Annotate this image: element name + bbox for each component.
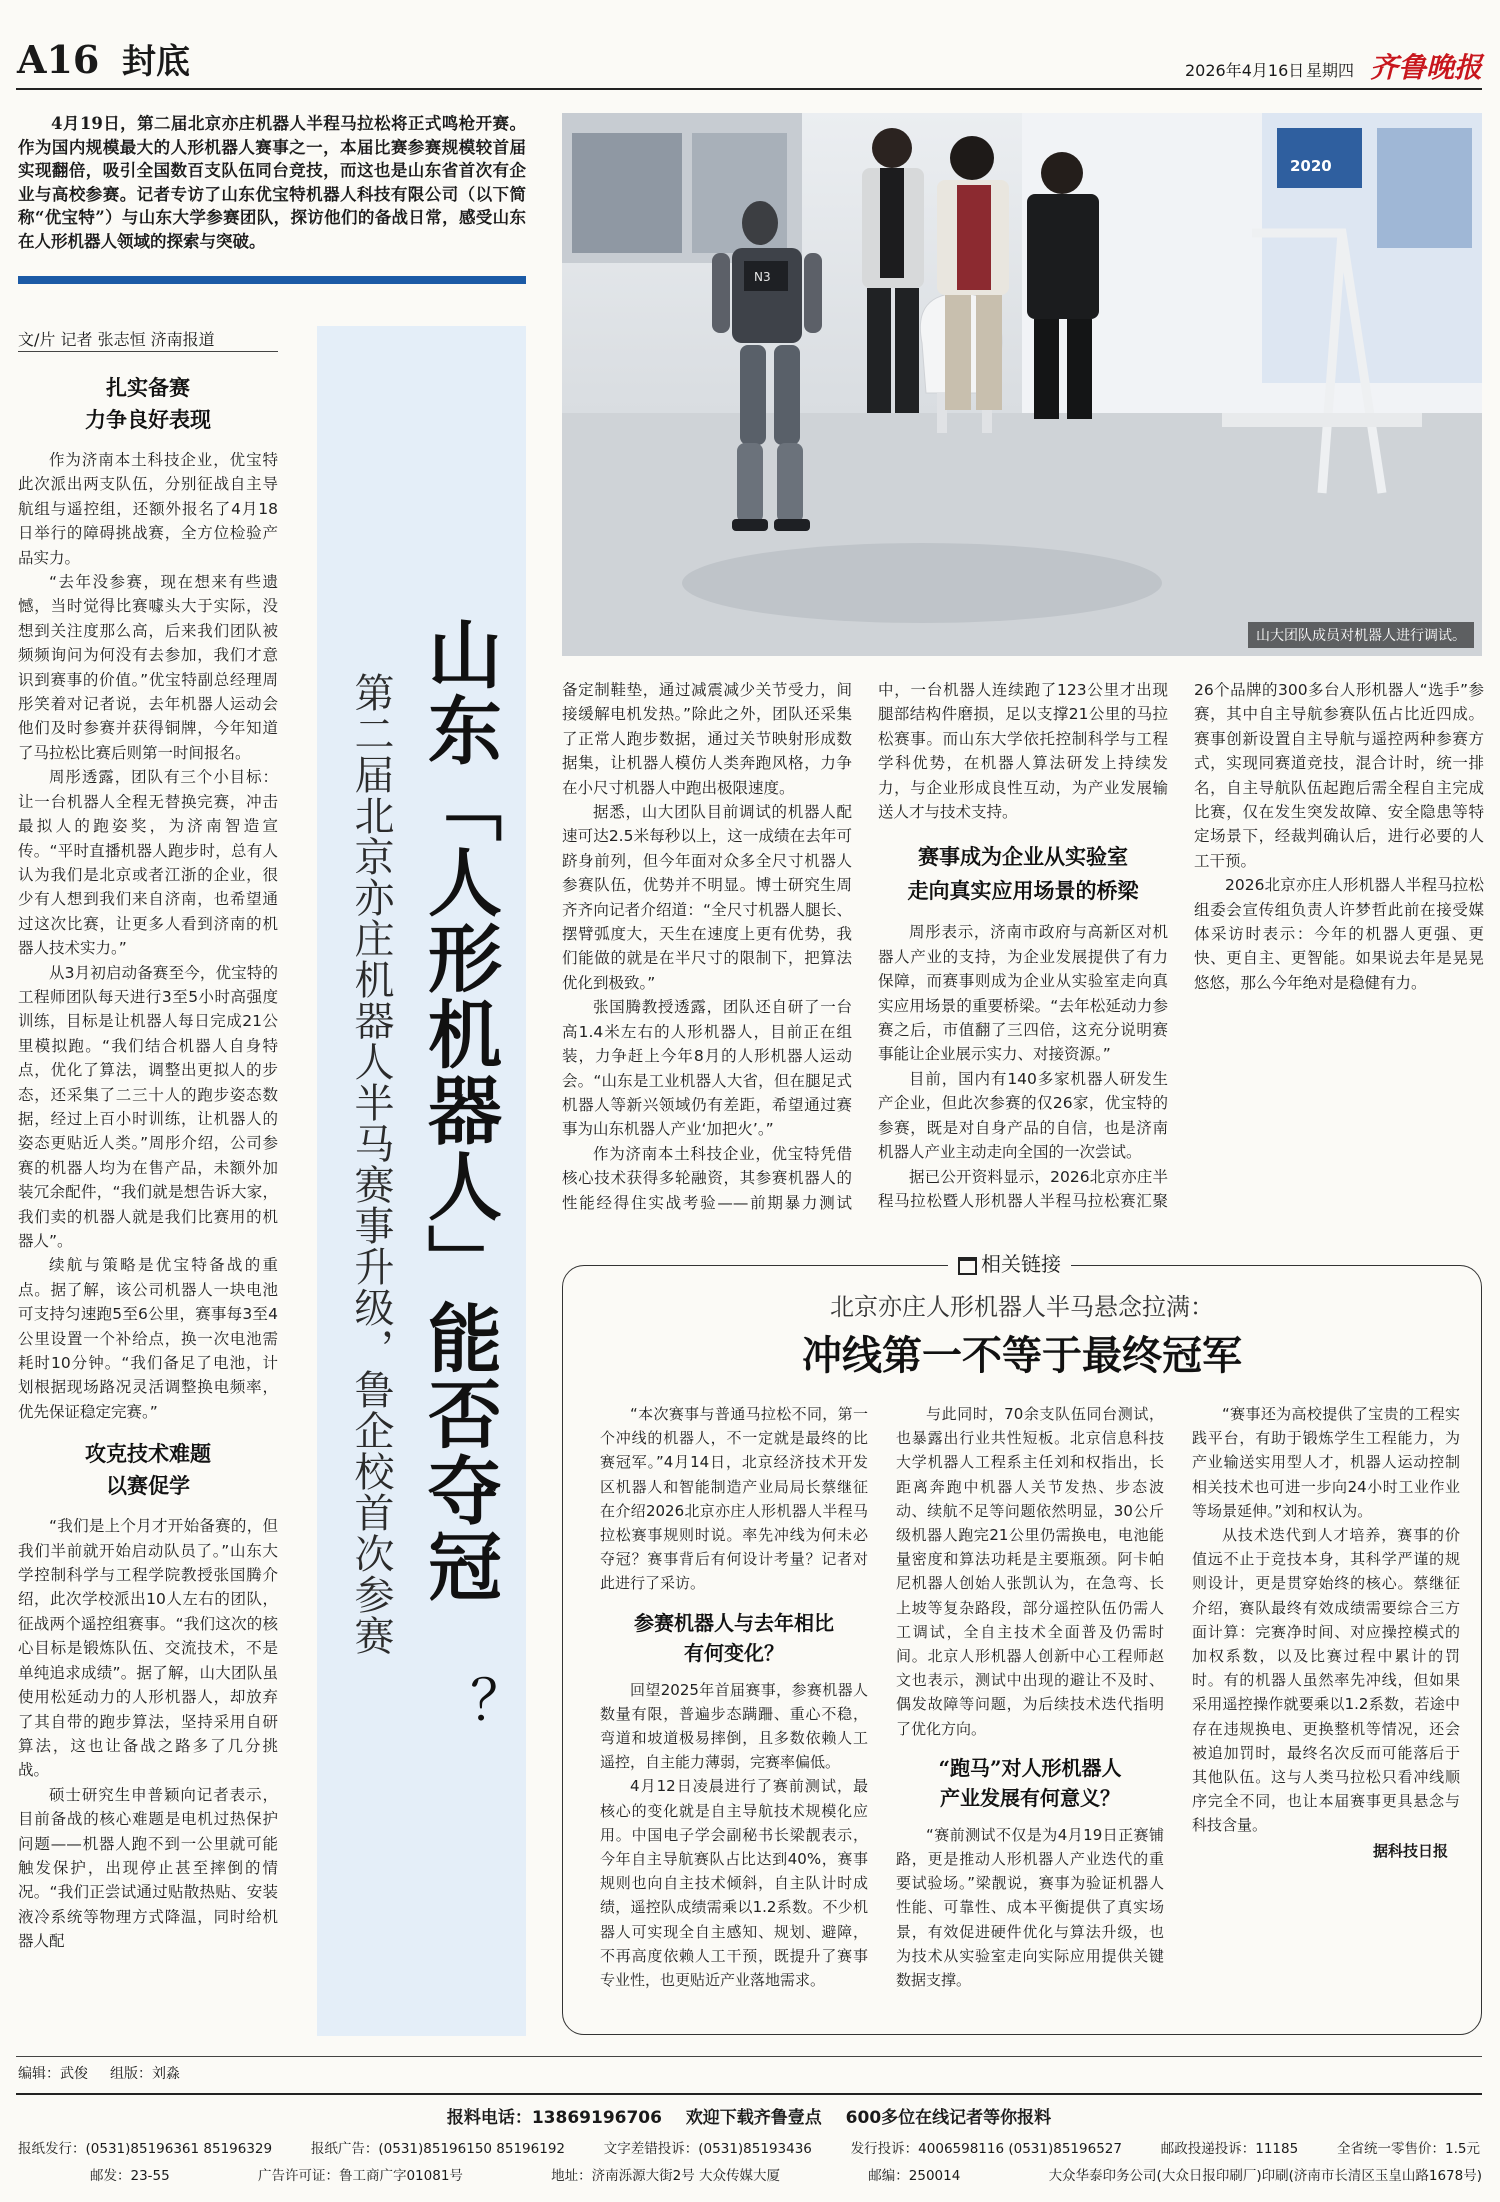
- left-sub2-line2: 以赛促学: [106, 1473, 190, 1499]
- related-source: 据科技日报: [1372, 1841, 1448, 1860]
- mid-paragraph: 目前，国内有140多家机器人研发生产企业，但此次参赛的仅26家，优宝特的参赛，既是对自身产品的自信，也是济南机器人产业主动走向全国的一次尝试。: [878, 1069, 1168, 1162]
- related-sub2-line1: “跑马”对人形机器人: [938, 1755, 1122, 1780]
- left-paragraph: 续航与策略是优宝特备战的重点。据了解，该公司机器人一块电池可支持匀速跑5至6公里，赛事每3至4公里设置一个补给点，换一次电池需耗时10分钟。“我们备足了电池，计划根据现场路况灵活调整换电频率，优先保证稳定完赛。”: [18, 1256, 278, 1421]
- issue-date: 2026年4月16日: [1185, 61, 1305, 80]
- left-sub2-line1: 攻克技术难题: [85, 1441, 211, 1467]
- footer-hotline-row: [16, 2103, 1482, 2128]
- related-tag-label: 相关链接: [981, 1252, 1061, 1276]
- related-kicker: 北京亦庄人形机器人半马悬念拉满：: [830, 1293, 1214, 1321]
- footer-info-item: 邮发：23-55: [90, 2168, 170, 2184]
- footer-info-item: 邮编：250014: [868, 2168, 961, 2184]
- footer-download: 欢迎下载齐鲁壹点: [685, 2108, 822, 2128]
- byline-rule: [18, 351, 278, 352]
- related-sub1-line1: 参赛机器人与去年相比: [634, 1610, 834, 1635]
- footer-info-item: 广告许可证：鲁工商广字01081号: [257, 2168, 463, 2184]
- mid-subheading-line1: 赛事成为企业从实验室: [918, 844, 1128, 870]
- mid-paragraph: 2026北京亦庄人形机器人半程马拉松组委会宣传组负责人许梦哲此前在接受媒体采访时表示：今年的机器人更强、更快、更自主、更智能。如果说去年是晃晃悠悠，那么今年绝对是稳健有力。: [1194, 876, 1484, 992]
- mid-paragraph: 备定制鞋垫，通过减震减少关节受力，间接缓解电机发热。”除此之外，团队还采集了正常人跑步数据，通过关节映射形成数据集，让机器人模仿人类奔跑风格，力争在小尺寸机器人中跑出极限速度。: [562, 681, 852, 797]
- footer-info-item: 全省统一零售价：1.5元: [1336, 2141, 1480, 2157]
- person-1: [862, 128, 924, 413]
- footer-info-line2: [90, 2164, 1482, 2184]
- left-paragraph: 从3月初启动备赛至今，优宝特的工程师团队每天进行3至5小时高强度训练，目标是让机器人每日完成21公里模拟跑。“我们结合机器人自身特点，优化了算法，调整出更拟人的步态，还采集了二三十人的跑步姿态数据，经过上百小时训练，让机器人的姿态更贴近人类。”周彤介绍，公司参赛的机器人均为在售产品，未额外加装冗余配件，“我们就是想告诉大家，我们卖的机器人就是我们比赛用的机器人”。: [18, 963, 278, 1250]
- left-paragraph: “去年没参赛，现在想来有些遗憾，当时觉得比赛噱头大于实际，没想到关注度那么高，后来我们团队被频频询问为何没有去参加，我们才意识到赛事的价值。”优宝特副总经理周彤笑着对记者说，去年机器人运动会他们及时参赛并获得铜牌，今年知道了马拉松比赛后则第一时间报名。: [18, 573, 278, 762]
- footer-editor: 编辑：武俊: [18, 2066, 88, 2082]
- footer-reporters: 600多位在线记者等你报料: [845, 2108, 1052, 2128]
- footer-info-item: 地址：济南泺源大街2号 大众传媒大厦: [551, 2168, 781, 2184]
- photo-scene: [562, 113, 1482, 656]
- footer-layout: 组版：刘淼: [110, 2066, 180, 2082]
- lead-blue-bar: [18, 276, 526, 284]
- related-sub1-line2: 有何变化？: [684, 1640, 784, 1665]
- mid-paragraph: 周彤表示，济南市政府与高新区对机器人产业的支持，为企业发展提供了有力保障，而赛事则成为企业从实验室走向真实应用场景的重要桥梁。“去年松延动力参赛之后，市值翻了三四倍，这充分说明赛事能让企业展示实力、对接资源。”: [878, 923, 1168, 1064]
- mid-paragraph: 据已公开资料显示，2026北京亦庄半程马拉松暨人形机器人半程马拉松赛汇聚26个品牌的300多台人形机器人“选手”参赛，其中自主导航参赛队伍占比近四成。赛事创新设置自主导航与遥控两种参赛方式，实现同赛道竞技，混合计时，统一排名，自主导航队伍起跑后需全程自主完成比赛，仅在发生突发故障、安全隐患等特定场景下，经裁判确认后，进行必要的人工干预。: [878, 681, 1484, 1210]
- related-paragraph: “本次赛事与普通马拉松不同，第一个冲线的机器人，不一定就是最终的比赛冠军。”4月14日，北京经济技术开发区机器人和智能制造产业局局长蔡继征在介绍2026北京亦庄人形机器人半程马拉松赛事规则时说。率先冲线为何未必夺冠？赛事背后有何设计考量？记者对此进行了采访。: [600, 1405, 868, 1593]
- related-title: 冲线第一不等于最终冠军: [802, 1332, 1242, 1379]
- mid-subheading-line2: 走向真实应用场景的桥梁: [907, 878, 1139, 904]
- related-sub2-line2: 产业发展有何意义？: [940, 1785, 1120, 1810]
- mid-paragraph: 据悉，山大团队目前调试的机器人配速可达2.5米每秒以上，这一成绩在去年可跻身前列，但今年面对众多全尺寸机器人参赛队伍，优势并不明显。博士研究生周齐齐向记者介绍道：“全尺寸机器人腿长、摆臂弧度大，天生在速度上更有优势，我们能做的就是在半尺寸的限制下，把算法优化到极致。”: [562, 803, 852, 992]
- section-name: 封底: [122, 42, 190, 82]
- headline-main: 山东「人形机器人」能否夺冠: [416, 616, 502, 1604]
- left-paragraph: 作为济南本土科技企业，优宝特此次派出两支队伍，分别征战自主导航组与遥控组，还额外报名了4月18日举行的障碍挑战赛，全方位检验产品实力。: [18, 451, 278, 567]
- footer-rule-top: [16, 2056, 1482, 2057]
- related-paragraph: 与此同时，70余支队伍同台测试，也暴露出行业共性短板。北京信息科技大学机器人工程系主任刘和权指出，长距离奔跑中机器人关节发热、步态波动、续航不足等问题依然明显，30公斤级机器人跑完21公里仍需换电，电池能量密度和算法功耗是主要瓶颈。阿卡帕尼机器人创始人张凯认为，在急弯、长上坡等复杂路段，部分遥控队伍仍需人工调试，全自主技术全面普及仍需时间。北京人形机器人创新中心工程师赵文也表示，测试中出现的避让不及时、偶发故障等问题，为后续技术迭代指明了优化方向。: [896, 1405, 1164, 1738]
- left-sub1-line1: 扎实备赛: [106, 375, 190, 400]
- middle-columns: [562, 678, 1484, 1218]
- footer-rule-mid: [16, 2093, 1482, 2095]
- lead-paragraph: 4月19日，第二届北京亦庄机器人半程马拉松将正式鸣枪开赛。作为国内规模最大的人形机器人赛事之一，本届比赛参赛规模较首届实现翻倍，吸引全国数百支队伍同台竞技，而这也是山东省首次有企业与高校参赛。记者专访了山东优宝特机器人科技有限公司（以下简称“优宝特”）与山东大学参赛团队，探访他们的备战日常，感受山东在人形机器人领域的探索与突破。: [18, 114, 526, 251]
- mid-paragraph: 张国腾教授透露，团队还自研了一台高1.4米左右的人形机器人，目前正在组装，力争赶上今年8月的人形机器人运动会。“山东是工业机器人大省，但在腿足式机器人等新兴领域仍有差距，希望通过赛事为山东机器人产业‘加把火’。”: [562, 998, 852, 1139]
- mid-paragraph: 作为济南本土科技企业，优宝特凭借核心技术获得多轮融资，其参赛机器人的性能经得住实战考验——前期暴力测试中，一台机器人连续跑了123公里才出现腿部结构件磨损，足以支撑21公里的马拉松赛事。而山东大学依托控制科学与工程学科优势，在机器人算法研发上持续发力，与企业形成良性互动，为产业发展输送人才与技术支持。: [562, 681, 1168, 1212]
- robot-photo: [562, 113, 1482, 656]
- related-paragraph: “赛事还为高校提供了宝贵的工程实践平台，有助于锻炼学生工程能力，为产业输送实用型人才，机器人运动控制相关技术也可进一步向24小时工业作业等场景延伸。”刘和权认为。: [1192, 1405, 1460, 1520]
- newspaper-logo: 齐鲁晚报: [1370, 51, 1483, 84]
- header-rule: [16, 88, 1482, 90]
- left-paragraph: 硕士研究生申普颖向记者表示，目前备战的核心难题是电机过热保护问题——机器人跑不到一公里就可能触发保护，出现停止甚至摔倒的情况。“我们正尝试通过贴散热贴、安装液冷系统等物理方式降温，同时给机器人配: [18, 1785, 278, 1951]
- related-paragraph: 4月12日凌晨进行了赛前测试，最核心的变化就是自主导航技术规模化应用。中国电子学会副秘书长梁靓表示，今年自主导航赛队占比达到40%，赛事规则也向自主技术倾斜，自主队计时成绩，遥控队成绩需乘以1.2系数。不少机器人可实现全自主感知、规划、避障，不再高度依赖人工干预，既提升了赛事专业性，也更贴近产业落地需求。: [600, 1777, 868, 1990]
- footer-info-item: 报纸广告：(0531)85196150 85196192: [310, 2141, 565, 2157]
- left-column: [18, 372, 278, 1954]
- page-number: A16: [17, 37, 100, 82]
- related-paragraph: “赛前测试不仅是为4月19日正赛铺路，更是推动人形机器人产业迭代的重要试验场。”梁靓说，赛事为验证机器人性能、可靠性、成本平衡提供了真实场景，有效促进硬件优化与算法升级，也为技术从实验室走向实际应用提供关键数据支撑。: [896, 1825, 1164, 1990]
- related-tag: [948, 1250, 1071, 1278]
- footer-info-item: 报纸发行：(0531)85196361 85196329: [18, 2141, 273, 2157]
- byline: 文/片 记者 张志恒 济南报道: [18, 330, 215, 349]
- left-paragraph: 周彤透露，团队有三个小目标：让一台机器人全程无替换完赛，冲击最拟人的跑姿奖，为济南智造宣传。“平时直播机器人跑步时，总有人认为我们是北京或者江浙的企业，很少有人想到我们来自济南，也希望通过这次比赛，让更多人看到济南的机器人技术实力。”: [18, 768, 278, 958]
- footer-info-line1: [18, 2137, 1480, 2157]
- robot-chest-label: N3: [754, 270, 771, 284]
- headline-question-mark: ？: [470, 1669, 526, 1734]
- left-sub1-line2: 力争良好表现: [85, 407, 211, 432]
- news-icon: [958, 1257, 977, 1275]
- headline-subtitle: 第二届北京亦庄机器人半马赛事升级，鲁企校首次参赛: [348, 672, 394, 1656]
- footer-hotline: 报料电话：13869196706: [446, 2108, 662, 2128]
- related-paragraph: 从技术迭代到人才培养，赛事的价值远不止于竞技本身，其科学严谨的规则设计，更是贯穿始终的核心。蔡继征介绍，赛队最终有效成绩需要综合三方面计算：完赛净时间、对应操控模式的加权系数，以及比赛过程中累计的罚时。有的机器人虽然率先冲线，但如果采用遥控操作就要乘以1.2系数，若途中存在违规换电、更换整机等情况，还会被追加罚时，最终名次反而可能落后于其他队伍。这与人类马拉松只看冲线顺序完全不同，也让本届赛事更具悬念与科技含量。: [1192, 1526, 1460, 1835]
- photo-caption: 山大团队成员对机器人进行调试。: [1248, 622, 1474, 648]
- footer-info-item: 邮政投递投诉：11185: [1160, 2141, 1299, 2157]
- footer-info-item: 发行投诉：4006598116 (0531)85196527: [850, 2141, 1122, 2157]
- board-year: 2020: [1290, 157, 1332, 175]
- issue-weekday: 星期四: [1306, 61, 1355, 80]
- left-paragraph: “我们是上个月才开始备赛的，但我们半前就开始启动队员了。”山东大学控制科学与工程学院教授张国腾介绍，此次学校派出10人左右的团队，征战两个遥控组赛事。“我们这次的核心目标是锻炼队伍、交流技术，不是单纯追求成绩”。据了解，山大团队虽使用松延动力的人形机器人，却放弃了其自带的跑步算法，坚持采用自研算法，这也让备战之路多了几分挑战。: [18, 1517, 278, 1780]
- footer-info-item: 大众华泰印务公司(大众日报印刷厂)印刷(济南市长清区玉皇山路1678号): [1048, 2168, 1482, 2184]
- related-columns: [600, 1402, 1460, 2020]
- footer-info-item: 文字差错投诉：(0531)85193436: [603, 2141, 812, 2157]
- related-paragraph: 回望2025年首届赛事，参赛机器人数量有限，普遍步态蹒跚、重心不稳，弯道和坡道极易摔倒，且多数依赖人工遥控，自主能力薄弱，完赛率偏低。: [600, 1680, 868, 1772]
